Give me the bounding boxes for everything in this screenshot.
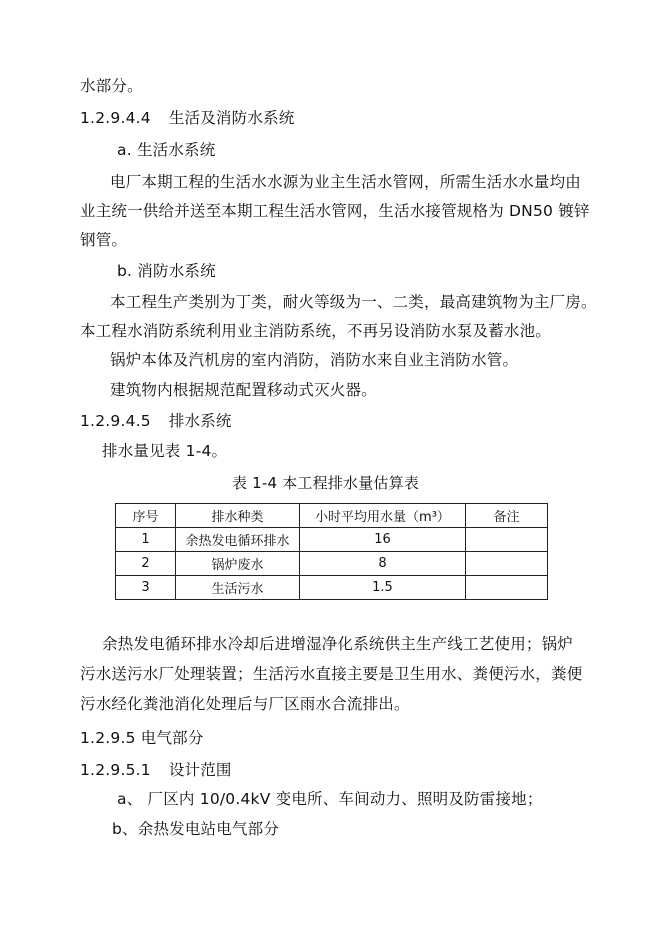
table-row [116,528,548,552]
heading-number: 1.2.9.5.1 [80,761,151,779]
heading-number: 1.2.9.4.4 [80,109,151,127]
list-item-b: b、余热发电站电气部分 [112,820,280,838]
subheading-domestic-water: a. 生活水系统 [117,141,216,159]
table-cell: 1.5 [300,576,466,600]
subheading-fire-water: b. 消防水系统 [117,262,216,280]
table-header-row [116,504,548,528]
heading-title: 生活及消防水系统 [168,109,295,127]
table-cell: 8 [300,552,466,576]
table-row [116,552,548,576]
table-header-cell: 排水种类 [176,504,300,528]
table-cell: 生活污水 [176,576,300,600]
heading-number: 1.2.9.4.5 [80,412,151,430]
table-cell [466,528,548,552]
para-domestic-line1: 电厂本期工程的生活水水源为业主生活水管网，所需生活水水量均由 [110,173,582,191]
para-drainage-line1: 余热发电循环排水冷却后进增湿净化系统供主生产线工艺使用；锅炉 [102,635,574,653]
table-cell: 2 [116,552,176,576]
para-fire-line3: 锅炉本体及汽机房的室内消防，消防水来自业主消防水管。 [110,351,519,369]
table-cell: 余热发电循环排水 [176,528,300,552]
heading-1-2-9-4-4 [80,108,294,128]
heading-1-2-9-5-1 [80,760,232,780]
para-fire-line2: 本工程水消防系统利用业主消防系统，不再另设消防水泵及蓄水池。 [80,322,552,340]
list-item-a: a、 厂区内 10/0.4kV 变电所、车间动力、照明及防雷接地； [117,790,543,808]
table-cell [466,576,548,600]
table-header-cell: 序号 [116,504,176,528]
para-drainage-line3: 污水经化粪池消化处理后与厂区雨水合流排出。 [80,695,410,713]
para-continuation: 水部分。 [80,77,143,95]
para-domestic-line3: 钢管。 [80,231,128,249]
table-header-cell: 备注 [466,504,548,528]
heading-1-2-9-4-5 [80,411,232,431]
drainage-table [115,503,548,600]
table-row [116,576,548,600]
table-cell: 1 [116,528,176,552]
para-fire-line4: 建筑物内根据规范配置移动式灭火器。 [110,381,377,399]
table-caption: 表 1-4 本工程排水量估算表 [232,474,420,492]
heading-title: 设计范围 [168,761,232,779]
table-cell: 3 [116,576,176,600]
para-drainage-ref: 排水量见表 1-4。 [102,442,228,460]
para-fire-line1: 本工程生产类别为丁类，耐火等级为一、二类，最高建筑物为主厂房。 [110,293,597,311]
table-cell [466,552,548,576]
heading-title: 排水系统 [168,412,232,430]
para-domestic-line2: 业主统一供给并送至本期工程生活水管网，生活水接管规格为 DN50 镀锌 [80,202,590,220]
para-drainage-line2: 污水送污水厂处理装置；生活污水直接主要是卫生用水、粪便污水，粪便 [80,665,583,683]
table-cell: 锅炉废水 [176,552,300,576]
table-cell: 16 [300,528,466,552]
heading-1-2-9-5: 1.2.9.5 电气部分 [80,729,204,747]
table-header-cell: 小时平均用水量（m³） [300,504,466,528]
